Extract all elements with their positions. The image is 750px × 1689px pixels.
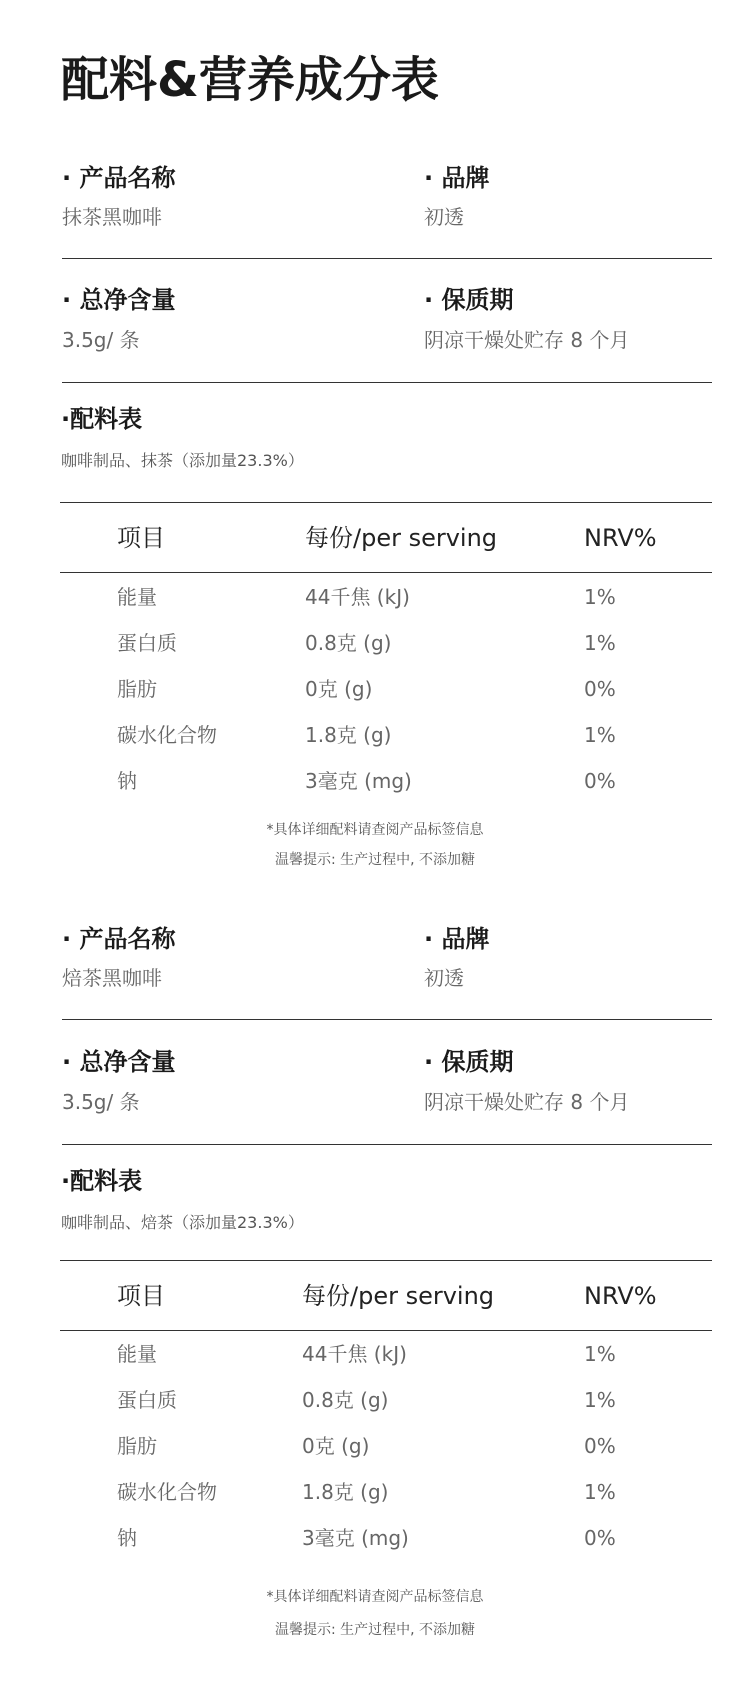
- row-item: 钠: [117, 1526, 137, 1550]
- product-name-label: · 产品名称: [62, 925, 176, 953]
- row-serving: 0克 (g): [305, 677, 373, 701]
- label-note: *具体详细配料请查阅产品标签信息: [266, 1589, 484, 1605]
- sugar-free-note: 温馨提示: 生产过程中, 不添加糖: [274, 852, 476, 868]
- product-name-value: 焙茶黑咖啡: [62, 966, 162, 990]
- brand-value: 初透: [424, 966, 464, 990]
- row-nrv: 1%: [584, 1480, 616, 1504]
- label-note: *具体详细配料请查阅产品标签信息: [266, 822, 484, 838]
- row-item: 蛋白质: [117, 1388, 177, 1412]
- product-name-value: 抹茶黑咖啡: [62, 205, 162, 229]
- row-nrv: 0%: [584, 677, 616, 701]
- net-content-value: 3.5g/ 条: [62, 328, 140, 352]
- sugar-free-note: 温馨提示: 生产过程中, 不添加糖: [274, 1622, 476, 1638]
- ingredients-value: 咖啡制品、抹茶（添加量23.3%）: [61, 451, 304, 470]
- row-serving: 44千焦 (kJ): [302, 1342, 407, 1366]
- row-nrv: 0%: [584, 769, 616, 793]
- ingredients-value: 咖啡制品、焙茶（添加量23.3%）: [61, 1213, 304, 1232]
- brand-value: 初透: [424, 205, 464, 229]
- row-nrv: 1%: [584, 1342, 616, 1366]
- row-nrv: 1%: [584, 585, 616, 609]
- table-header-serving: 每份/per serving: [305, 524, 498, 552]
- row-item: 脂肪: [117, 677, 157, 701]
- row-nrv: 0%: [584, 1526, 616, 1550]
- row-item: 能量: [117, 585, 157, 609]
- ingredients-label: ·配料表: [61, 405, 143, 433]
- brand-label: · 品牌: [424, 164, 490, 192]
- shelf-life-value: 阴凉干燥处贮存 8 个月: [424, 1090, 630, 1114]
- row-item: 能量: [117, 1342, 157, 1366]
- row-serving: 3毫克 (mg): [302, 1526, 409, 1550]
- row-item: 碳水化合物: [117, 1480, 217, 1504]
- row-serving: 0.8克 (g): [302, 1388, 389, 1412]
- table-header-serving: 每份/per serving: [302, 1282, 495, 1310]
- row-serving: 44千焦 (kJ): [305, 585, 410, 609]
- row-serving: 1.8克 (g): [302, 1480, 389, 1504]
- shelf-life-value: 阴凉干燥处贮存 8 个月: [424, 328, 630, 352]
- row-serving: 1.8克 (g): [305, 723, 392, 747]
- row-serving: 0.8克 (g): [305, 631, 392, 655]
- table-header-divider: [60, 572, 712, 573]
- row-serving: 0克 (g): [302, 1434, 370, 1458]
- table-header-item: 项目: [117, 524, 165, 552]
- table-top-divider: [60, 502, 712, 503]
- row-serving: 3毫克 (mg): [305, 769, 412, 793]
- table-top-divider: [60, 1260, 712, 1261]
- net-content-label: · 总净含量: [62, 286, 176, 314]
- divider: [62, 1144, 712, 1145]
- row-nrv: 1%: [584, 723, 616, 747]
- product-name-label: · 产品名称: [62, 164, 176, 192]
- net-content-label: · 总净含量: [62, 1048, 176, 1076]
- shelf-life-label: · 保质期: [424, 286, 514, 314]
- divider: [62, 1019, 712, 1020]
- row-nrv: 1%: [584, 1388, 616, 1412]
- ingredients-label: ·配料表: [61, 1167, 143, 1195]
- row-item: 钠: [117, 769, 137, 793]
- row-item: 碳水化合物: [117, 723, 217, 747]
- row-item: 蛋白质: [117, 631, 177, 655]
- table-header-nrv: NRV%: [584, 524, 657, 552]
- row-nrv: 0%: [584, 1434, 616, 1458]
- table-header-item: 项目: [117, 1282, 165, 1310]
- row-nrv: 1%: [584, 631, 616, 655]
- brand-label: · 品牌: [424, 925, 490, 953]
- row-item: 脂肪: [117, 1434, 157, 1458]
- table-header-nrv: NRV%: [584, 1282, 657, 1310]
- shelf-life-label: · 保质期: [424, 1048, 514, 1076]
- divider: [62, 382, 712, 383]
- table-header-divider: [60, 1330, 712, 1331]
- page-title: 配料&营养成分表: [61, 52, 439, 108]
- divider: [62, 258, 712, 259]
- net-content-value: 3.5g/ 条: [62, 1090, 140, 1114]
